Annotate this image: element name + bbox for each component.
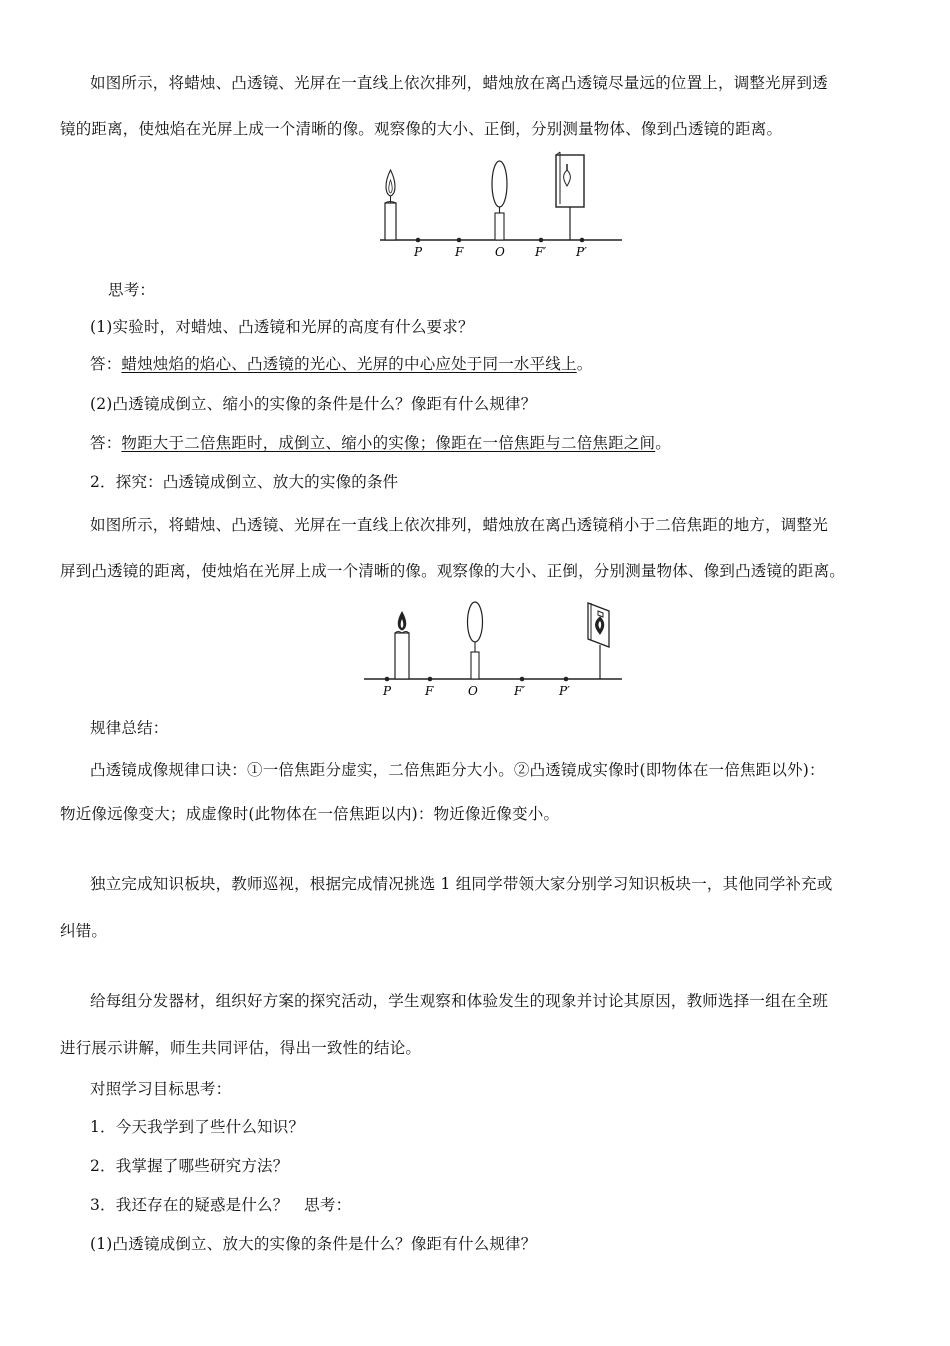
paragraph-1-line-2: 镜的距离，使烛焰在光屏上成一个清晰的像。观察像的大小、正倒，分别测量物体、像到凸透镜的距离。 [60, 120, 783, 138]
paragraph-2-line-2: 屏到凸透镜的距离，使烛焰在光屏上成一个清晰的像。观察像的大小、正倒，分别测量物体、像到凸透镜的距离。 [60, 562, 846, 580]
answer-1 [90, 353, 592, 375]
paragraph-1-line-1: 如图所示，将蜡烛、凸透镜、光屏在一直线上依次排列，蜡烛放在离凸透镜尽量远的位置上，调整光屏到透 [90, 74, 828, 92]
convex-lens [468, 602, 483, 642]
paragraph-3-line-1: 独立完成知识板块，教师巡视，根据完成情况挑选 1 组同学带领大家分别学习知识板块一，其他同学补充或 [90, 875, 833, 893]
reflect-item-2: 2．我掌握了哪些研究方法？ [90, 1157, 289, 1175]
answer-1-text: 蜡烛烛焰的焰心、凸透镜的光心、光屏的中心应处于同一水平线上 [121, 355, 577, 373]
paragraph-2-line-1: 如图所示，将蜡烛、凸透镜、光屏在一直线上依次排列，蜡烛放在离凸透镜稍小于二倍焦距的地方，调整光 [90, 516, 828, 534]
label-p: P [414, 245, 423, 259]
label-p: P [383, 684, 392, 698]
label-o: O [495, 245, 505, 259]
label-p-prime: P′ [559, 684, 570, 698]
label-o: O [468, 684, 478, 698]
lens-holder [471, 652, 479, 679]
label-f: F [455, 245, 464, 259]
rule-line-2: 物近像远像变大；成虚像时(此物体在一倍焦距以内)：物近像近像变小。 [60, 805, 560, 823]
lens-holder [495, 213, 504, 240]
answer-1-prefix: 答： [90, 355, 122, 373]
question-3: (1)凸透镜成倒立、放大的实像的条件是什么？像距有什么规律？ [90, 1235, 537, 1253]
think-label: 思考： [108, 281, 156, 299]
section-2-title: 2．探究：凸透镜成倒立、放大的实像的条件 [90, 473, 399, 491]
figure-2-svg [360, 597, 625, 701]
paragraph-4-line-1: 给每组分发器材，组织好方案的探究活动，学生观察和体验发生的现象并讨论其原因，教师选择一组在全班 [90, 992, 828, 1010]
answer-2 [90, 432, 671, 454]
candle [385, 203, 396, 240]
paragraph-3-line-2: 纠错。 [60, 922, 108, 940]
label-f-prime: F′ [535, 245, 547, 259]
answer-2-text: 物距大于二倍焦距时，成倒立、缩小的实像；像距在一倍焦距与二倍焦距之间 [121, 434, 656, 452]
reflect-item-3: 3．我还存在的疑惑是什么？ 思考： [90, 1196, 352, 1214]
convex-lens [492, 161, 507, 207]
answer-2-prefix: 答： [90, 434, 122, 452]
figure-1-optical-bench [375, 150, 625, 262]
figure-2-optical-bench [360, 597, 625, 701]
rule-line-1: 凸透镜成像规律口诀：①一倍焦距分虚实，二倍焦距分大小。②凸透镜成实像时(即物体在一倍焦距以外)： [90, 761, 825, 779]
answer-2-end: 。 [655, 434, 671, 452]
summary-title: 规律总结： [90, 719, 169, 737]
candle-flame [386, 170, 395, 196]
label-p-prime: P′ [576, 245, 587, 259]
paragraph-4-line-2: 进行展示讲解，师生共同评估，得出一致性的结论。 [60, 1039, 422, 1057]
label-f: F [425, 684, 434, 698]
figure-1-svg [375, 150, 625, 262]
reflect-title: 对照学习目标思考： [90, 1080, 232, 1098]
candle [395, 633, 409, 679]
question-2: (2)凸透镜成倒立、缩小的实像的条件是什么？像距有什么规律？ [90, 395, 537, 413]
label-f-prime: F′ [514, 684, 526, 698]
question-1: (1)实验时，对蜡烛、凸透镜和光屏的高度有什么要求？ [90, 318, 474, 336]
answer-1-end: 。 [576, 355, 593, 373]
reflect-item-1: 1．今天我学到了些什么知识？ [90, 1118, 305, 1136]
